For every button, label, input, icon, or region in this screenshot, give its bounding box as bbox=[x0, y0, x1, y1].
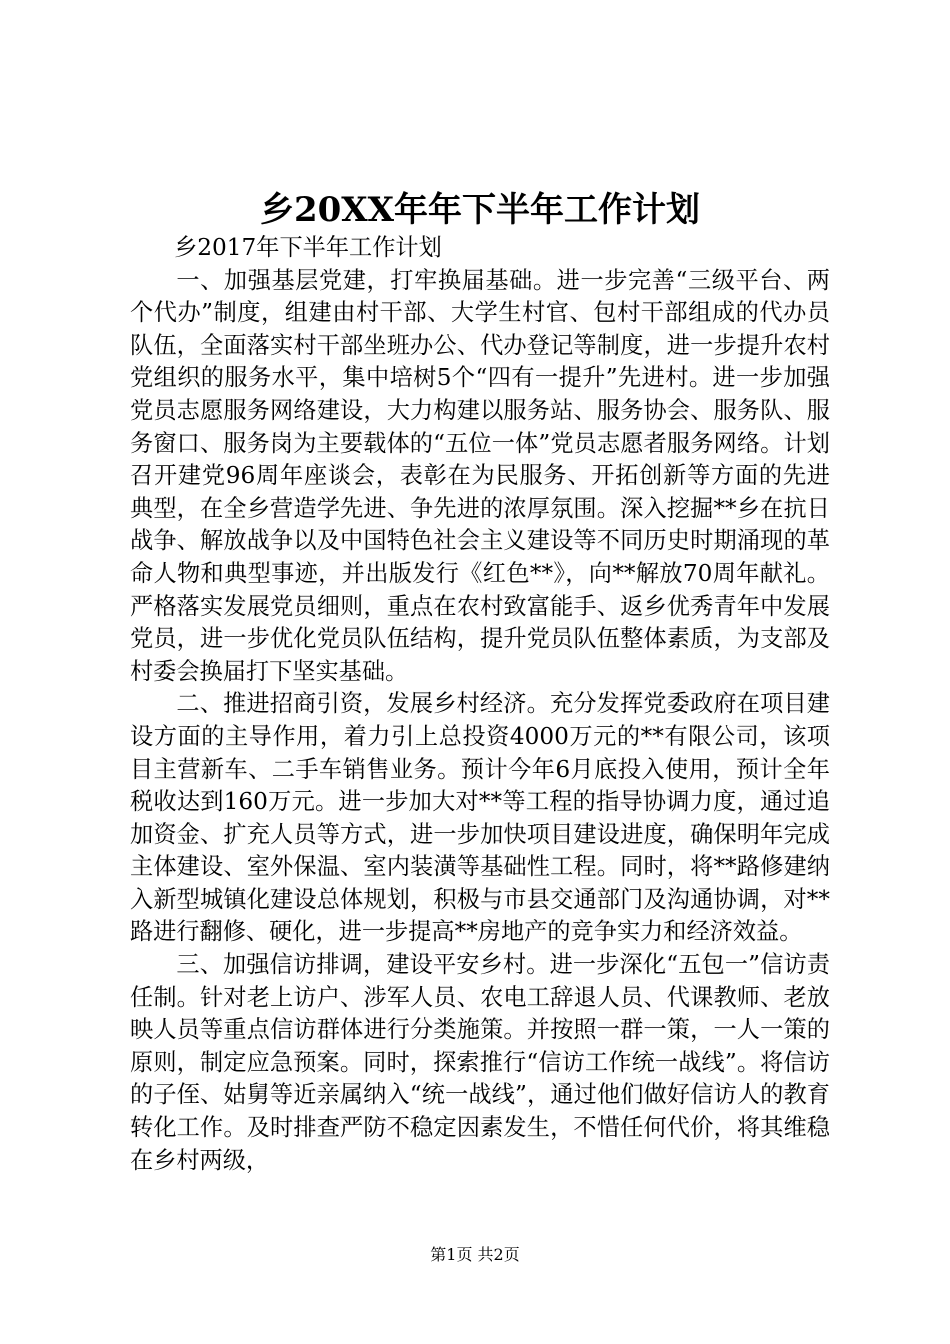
page-number: 第1页 共2页 bbox=[430, 1245, 520, 1264]
paragraph-1: 一、加强基层党建，打牢换届基础。进一步完善“三级平台、两个代办”制度，组建由村干部、大学生村官、包村干部组成的代办员队伍，全面落实村干部坐班办公、代办登记等制度，进一步提升农村党组织的服务水平，集中培树5个“四有一提升”先进村。进一步加强党员志愿服务网络建设，大力构建以服务站、服务协会、服务队、服务窗口、服务岗为主要载体的“五位一体”党员志愿者服务网络。计划召开建党96周年座谈会，表彰在为民服务、开拓创新等方面的先进典型，在全乡营造学先进、争先进的浓厚氛围。深入挖掘**乡在抗日战争、解放战争以及中国特色社会主义建设等不同历史时期涌现的革命人物和典型事迹，并出版发行《红色**》，向**解放70周年献礼。严格落实发展党员细则，重点在农村致富能手、返乡优秀青年中发展党员，进一步优化党员队伍结构，提升党员队伍整体素质，为支部及村委会换届打下坚实基础。 bbox=[130, 266, 830, 685]
document-body bbox=[130, 232, 830, 1177]
document-subtitle: 乡2017年下半年工作计划 bbox=[174, 234, 442, 261]
document-title: 乡20XX年年下半年工作计划 bbox=[259, 190, 701, 230]
paragraph-2: 二、推进招商引资，发展乡村经济。充分发挥党委政府在项目建设方面的主导作用，着力引上总投资4000万元的**有限公司，该项目主营新车、二手车销售业务。预计今年6月底投入使用，预计全年税收达到160万元。进一步加大对**等工程的指导协调力度，通过追加资金、扩充人员等方式，进一步加快项目建设进度，确保明年完成主体建设、室外保温、室内装潢等基础性工程。同时，将**路修建纳入新型城镇化建设总体规划，积极与市县交通部门及沟通协调，对**路进行翻修、硬化，进一步提高**房地产的竞争实力和经济效益。 bbox=[130, 690, 830, 946]
paragraph-3: 三、加强信访排调，建设平安乡村。进一步深化“五包一”信访责任制。针对老上访户、涉军人员、农电工辞退人员、代课教师、老放映人员等重点信访群体进行分类施策。并按照一群一策，一人一策的原则，制定应急预案。同时，探索推行“信访工作统一战线”。将信访的子侄、姑舅等近亲属纳入“统一战线”，通过他们做好信访人的教育转化工作。及时排查严防不稳定因素发生，不惜任何代价，将其维稳在乡村两级， bbox=[130, 951, 830, 1174]
